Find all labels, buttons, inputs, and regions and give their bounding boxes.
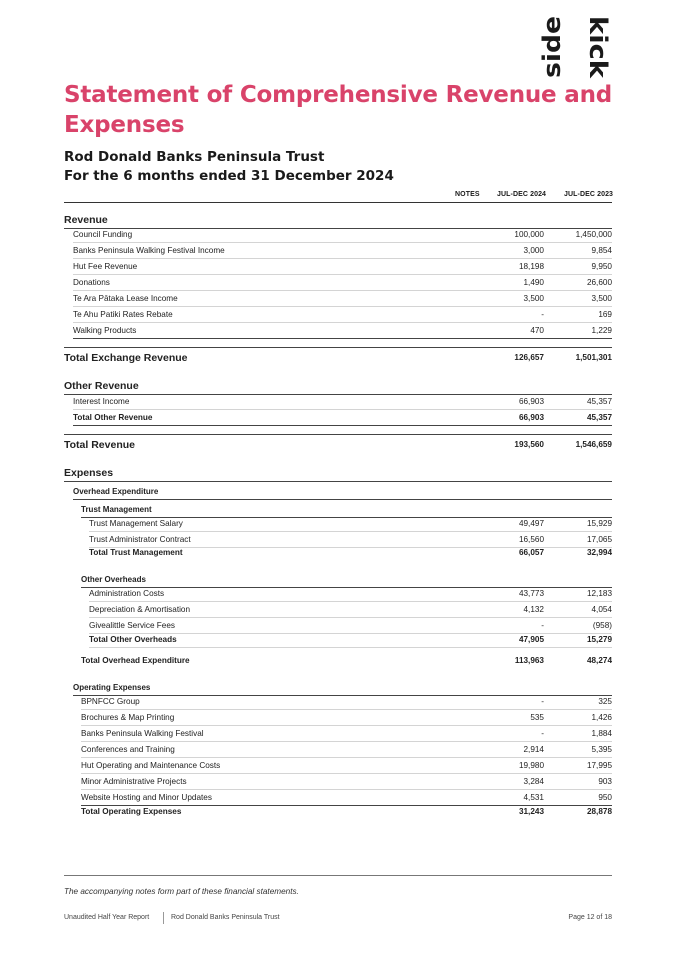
value-prior-period: 15,279: [586, 635, 612, 644]
line-item-givealittle-service-fees: [89, 620, 612, 632]
row-divider: [73, 274, 612, 275]
footer-separator: [163, 912, 164, 924]
value-prior-period: 45,357: [586, 397, 612, 406]
line-label: Walking Products: [73, 326, 137, 335]
line-label: Te Ahu Patiki Rates Rebate: [73, 310, 173, 319]
line-item-total-trust-management: [89, 547, 612, 559]
value-prior-period: (958): [592, 621, 612, 630]
value-prior-period: 169: [598, 310, 612, 319]
line-item-bpnfcc-group: [81, 696, 612, 708]
line-item-trust-management-salary: [89, 518, 612, 530]
value-current-period: 470: [530, 326, 544, 335]
line-item-walking-products: [73, 325, 612, 337]
value-current-period: 49,497: [518, 519, 544, 528]
row-divider: [81, 709, 612, 710]
statements-note: The accompanying notes form part of these financial statements.: [64, 887, 299, 896]
line-label: Banks Peninsula Walking Festival Income: [73, 246, 225, 255]
line-item-te-ahu-patiki-rates-rebate: [73, 309, 612, 321]
line-label: Givealittle Service Fees: [89, 621, 176, 630]
row-divider: [89, 617, 612, 618]
line-label: Donations: [73, 278, 110, 287]
value-prior-period: 903: [598, 777, 612, 786]
line-label: Total Other Overheads: [89, 635, 177, 644]
value-current-period: 18,198: [518, 262, 544, 271]
footer-page-number: Page 12 of 18: [568, 914, 612, 921]
line-item-minor-administrative-projects: [81, 776, 612, 788]
value-current-period: 3,500: [523, 294, 544, 303]
line-label: Overhead Expenditure: [73, 487, 159, 496]
column-header-prior: JUL-DEC 2023: [564, 191, 614, 198]
row-divider: [81, 741, 612, 742]
value-current-period: 66,903: [518, 413, 544, 422]
row-divider: [89, 601, 612, 602]
line-label: Total Overhead Expenditure: [81, 656, 190, 665]
row-divider: [81, 789, 612, 790]
logo-text-side: side: [538, 22, 566, 78]
value-prior-period: 9,854: [591, 246, 612, 255]
value-current-period: 19,980: [518, 761, 544, 770]
value-prior-period: 1,546,659: [575, 440, 612, 449]
line-label: BPNFCC Group: [81, 697, 140, 706]
line-item-banks-peninsula-walking-festival-income: [73, 245, 612, 257]
line-label: Total Operating Expenses: [81, 807, 182, 816]
line-item-council-funding: [73, 229, 612, 241]
reporting-period: For the 6 months ended 31 December 2024: [64, 168, 394, 184]
line-item-total-revenue: [64, 438, 612, 452]
value-current-period: 66,903: [518, 397, 544, 406]
value-current-period: -: [541, 697, 544, 706]
line-label: Total Exchange Revenue: [64, 352, 188, 364]
logo-text-kick: kick: [584, 16, 612, 71]
value-current-period: 193,560: [514, 440, 544, 449]
value-prior-period: 48,274: [586, 656, 612, 665]
line-label: Brochures & Map Printing: [81, 713, 175, 722]
value-current-period: 4,531: [523, 793, 544, 802]
value-prior-period: 1,884: [591, 729, 612, 738]
section-heading-expenses: [64, 466, 612, 480]
value-prior-period: 325: [598, 697, 612, 706]
line-label: Interest Income: [73, 397, 130, 406]
line-label: Te Ara Pātaka Lease Income: [73, 294, 178, 303]
value-prior-period: 1,229: [591, 326, 612, 335]
line-label: Conferences and Training: [81, 745, 175, 754]
row-divider: [73, 409, 612, 410]
footer-org-name: Rod Donald Banks Peninsula Trust: [171, 914, 280, 921]
line-label: Website Hosting and Minor Updates: [81, 793, 212, 802]
value-current-period: 3,284: [523, 777, 544, 786]
value-current-period: 47,905: [518, 635, 544, 644]
line-item-conferences-and-training: [81, 744, 612, 756]
line-label: Minor Administrative Projects: [81, 777, 187, 786]
line-item-interest-income: [73, 396, 612, 408]
row-divider: [81, 773, 612, 774]
value-current-period: -: [541, 310, 544, 319]
line-item-total-other-overheads: [89, 634, 612, 646]
value-prior-period: 28,878: [586, 807, 612, 816]
value-current-period: 535: [530, 713, 544, 722]
value-prior-period: 17,065: [586, 535, 612, 544]
value-current-period: 126,657: [514, 353, 544, 362]
value-current-period: -: [541, 621, 544, 630]
value-prior-period: 1,426: [591, 713, 612, 722]
line-label: Council Funding: [73, 230, 133, 239]
value-current-period: 2,914: [523, 745, 544, 754]
row-divider: [89, 531, 612, 532]
column-header-notes: NOTES: [455, 191, 480, 198]
value-prior-period: 26,600: [586, 278, 612, 287]
line-label: Trust Administrator Contract: [89, 535, 191, 544]
value-current-period: 113,963: [514, 656, 544, 665]
line-item-brochures-and-map-printing: [81, 712, 612, 724]
line-label: Total Revenue: [64, 439, 135, 451]
row-divider: [64, 481, 612, 482]
line-label: Expenses: [64, 467, 114, 479]
section-heading-other-overheads: [81, 574, 612, 586]
value-current-period: 4,132: [523, 605, 544, 614]
value-current-period: 66,057: [518, 548, 544, 557]
page-title: Statement of Comprehensive Revenue and Expenses: [64, 82, 613, 138]
value-current-period: -: [541, 729, 544, 738]
total-divider: [64, 347, 612, 348]
value-prior-period: 1,501,301: [575, 353, 612, 362]
value-prior-period: 17,995: [586, 761, 612, 770]
line-item-trust-administrator-contract: [89, 534, 612, 546]
line-label: Depreciation & Amortisation: [89, 605, 191, 614]
value-current-period: 43,773: [518, 589, 544, 598]
value-current-period: 3,000: [523, 246, 544, 255]
column-header-current: JUL-DEC 2024: [497, 191, 547, 198]
kickside-logo: [538, 14, 614, 80]
value-prior-period: 4,054: [591, 605, 612, 614]
value-current-period: 31,243: [518, 807, 544, 816]
header-rule: [64, 202, 612, 203]
row-divider: [81, 725, 612, 726]
value-prior-period: 950: [598, 793, 612, 802]
section-heading-operating-expenses: [73, 682, 612, 694]
line-label: Trust Management: [81, 505, 152, 514]
line-item-donations: [73, 277, 612, 289]
section-heading-overhead-expenditure: [73, 486, 612, 498]
line-label: Operating Expenses: [73, 683, 151, 692]
value-current-period: 16,560: [518, 535, 544, 544]
section-heading-other-revenue: [64, 379, 612, 393]
value-prior-period: 1,450,000: [575, 230, 612, 239]
row-divider: [73, 306, 612, 307]
line-item-hut-fee-revenue: [73, 261, 612, 273]
row-divider: [64, 394, 612, 395]
value-prior-period: 15,929: [586, 519, 612, 528]
line-item-administration-costs: [89, 588, 612, 600]
line-label: Administration Costs: [89, 589, 165, 598]
row-divider: [81, 757, 612, 758]
line-label: Total Trust Management: [89, 548, 183, 557]
value-prior-period: 3,500: [591, 294, 612, 303]
section-heading-revenue: [64, 213, 612, 227]
line-item-te-ara-p-taka-lease-income: [73, 293, 612, 305]
line-label: Trust Management Salary: [89, 519, 183, 528]
line-label: Revenue: [64, 214, 108, 226]
line-item-banks-peninsula-walking-festival: [81, 728, 612, 740]
row-divider: [73, 338, 612, 339]
row-divider: [73, 322, 612, 323]
line-label: Banks Peninsula Walking Festival: [81, 729, 204, 738]
row-divider: [73, 425, 612, 426]
value-current-period: 100,000: [514, 230, 544, 239]
row-divider: [73, 499, 612, 500]
total-divider: [64, 434, 612, 435]
line-label: Other Revenue: [64, 380, 139, 392]
row-divider: [73, 290, 612, 291]
value-prior-period: 5,395: [591, 745, 612, 754]
row-divider: [73, 242, 612, 243]
line-item-hut-operating-and-maintenance-costs: [81, 760, 612, 772]
value-current-period: 1,490: [523, 278, 544, 287]
line-label: Hut Fee Revenue: [73, 262, 138, 271]
value-prior-period: 45,357: [586, 413, 612, 422]
line-item-depreciation-and-amortisation: [89, 604, 612, 616]
line-label: Hut Operating and Maintenance Costs: [81, 761, 221, 770]
line-item-total-exchange-revenue: [64, 351, 612, 365]
line-label: Other Overheads: [81, 575, 146, 584]
row-divider: [73, 258, 612, 259]
line-item-total-other-revenue: [73, 412, 612, 424]
organization-name: Rod Donald Banks Peninsula Trust: [64, 149, 325, 165]
line-item-total-operating-expenses: [81, 806, 612, 818]
line-item-website-hosting-and-minor-updates: [81, 792, 612, 804]
section-heading-trust-management: [81, 504, 612, 516]
value-prior-period: 12,183: [586, 589, 612, 598]
value-prior-period: 9,950: [591, 262, 612, 271]
subtitle: [64, 148, 394, 186]
line-label: Total Other Revenue: [73, 413, 153, 422]
row-divider: [89, 647, 612, 648]
line-item-total-overhead-expenditure: [81, 655, 612, 667]
footer-report-name: Unaudited Half Year Report: [64, 914, 150, 921]
value-prior-period: 32,994: [586, 548, 612, 557]
footer-rule: [64, 875, 612, 876]
